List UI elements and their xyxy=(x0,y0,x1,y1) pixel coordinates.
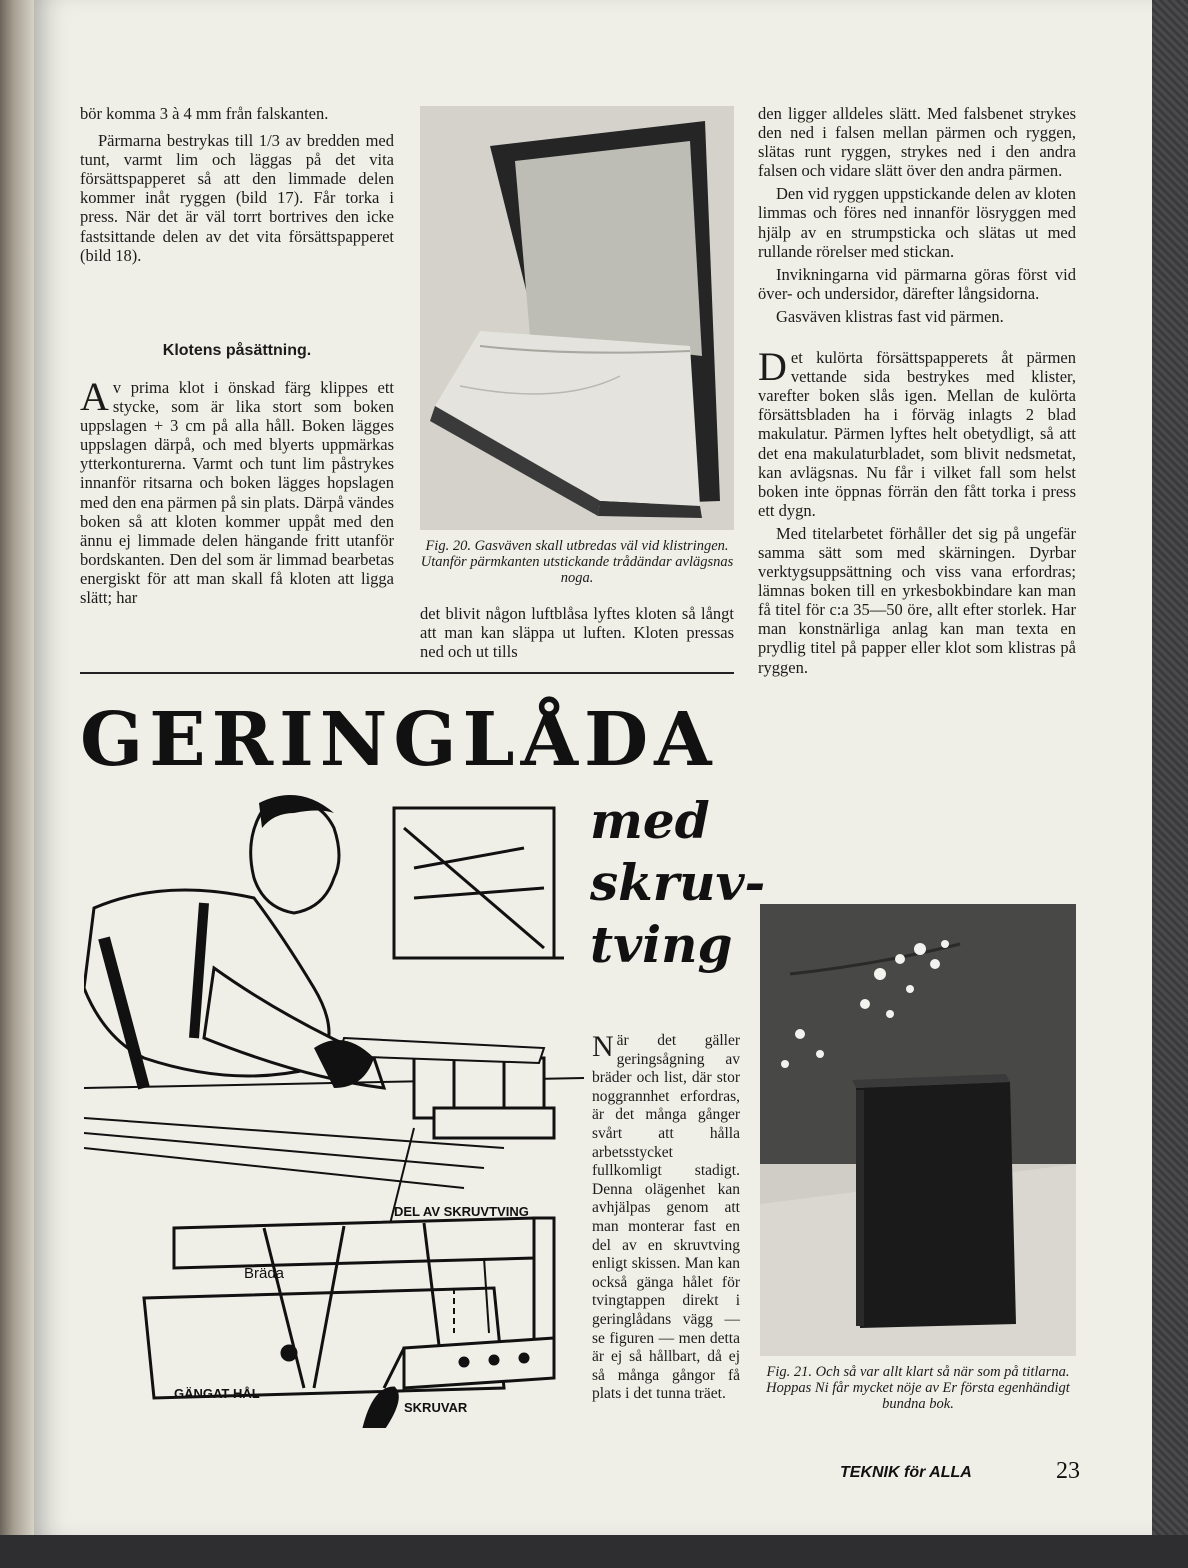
article-body-text: är det gäller geringsågning av bräder och list, där stor noggrannhet erfordras, är det många gånger svårt att hålla arbetsstycket fullkomligt stadigt. Denna olägenhet kan avhjälpas genom att man monterar fast en del av en skruvtving enligt skissen. Man kan också gänga hålet för tvingtappen direkt i geringlådans vägg — se figuren — men detta är ej så hållbart, då ej så många gångor få plats i det tunna träet. xyxy=(592,1032,740,1403)
col3-para5-wrap xyxy=(758,344,1076,520)
column-2-text xyxy=(420,604,734,661)
page-number: 23 xyxy=(1056,1458,1080,1484)
col3-para6: Med titelarbetet förhåller det sig på ungefär samma sätt som med skärningen. Dyrbar verktygsuppsättning och viss vana erfordras; lämnas boken till en yrkesbokbindare kan man få titel för c:a 35—50 öre, allt efter storlek. Har man konstnärliga anlag kan man texta en prydlig titel på papper eller klot som klistras på ryggen. xyxy=(758,523,1076,677)
column-1-bottom xyxy=(80,374,394,608)
label-del-av-skruvtving: DEL AV SKRUVTVING xyxy=(394,1204,529,1219)
magazine-page xyxy=(34,0,1152,1535)
fig20-caption: Fig. 20. Gasväven skall utbredas väl vid klistringen. Utanför pärmkanten utstickande trådändar avlägsnas noga. xyxy=(420,538,734,586)
col1-para1: bör komma 3 à 4 mm från falskanten. xyxy=(80,104,329,123)
subtitle-line-3: tving xyxy=(590,915,733,974)
illustration-svg xyxy=(84,788,584,1428)
drop-cap-a: A xyxy=(80,374,109,419)
book-spine xyxy=(0,0,34,1568)
closed-book-illustration xyxy=(760,904,1076,1356)
magazine-name: TEKNIK för ALLA xyxy=(840,1464,972,1481)
geringlada-illustration xyxy=(84,788,584,1428)
background-fabric xyxy=(1152,0,1188,1568)
fig21-caption: Fig. 21. Och så var allt klart så när som på titlarna. Hoppas Ni får mycket nöje av Er första egenhändigt bundna bok. xyxy=(766,1364,1070,1412)
column-1-top xyxy=(80,104,394,265)
background-strip xyxy=(0,1535,1188,1568)
col1-para3: v prima klot i önskad färg klippes ett stycke, som är lika stort som boken uppslagen + 3 cm på alla håll. Boken lägges uppslagen därpå, och med blyerts uppmärkas ytterkonturerna. Varmt och tunt lim påstrykes innanför ritsarna och boken lägges hopslagen med den ena pärmen på sin plats. Därpå vändes boken så att kloten kommer uppåt med den ännu ej limmade delen hängande fritt utanför bordskanten. Den del som är limmad bearbetas energiskt för att man skall få kloten att ligga slätt; har xyxy=(80,378,394,608)
article-title: GERINGLÅDA xyxy=(80,697,718,783)
label-skruvar: SKRUVAR xyxy=(404,1400,468,1415)
subtitle-line-1: med xyxy=(590,791,710,850)
label-gangat-hal: GÄNGAT HÅL xyxy=(174,1386,260,1401)
col2-para: det blivit någon luftblåsa lyftes kloten så långt att man kan släppa ut luften. Kloten pressas ned och ut tills xyxy=(420,604,734,662)
fig20-photo xyxy=(420,106,734,530)
col3-para2: Den vid ryggen uppstickande delen av kloten limmas och föres ned innanför lösryggen med hjälp av en strumpsticka och slätas ut med rullande rörelser med stickan. xyxy=(758,184,1076,261)
col3-para3: Invikningarna vid pärmarna göras först vid över- och undersidor, därefter långsidorna. xyxy=(758,264,1076,303)
article-body xyxy=(592,1032,740,1404)
subtitle-line-2: skruv- xyxy=(590,853,766,912)
col3-para4: Gasväven klistras fast vid pärmen. xyxy=(776,306,1004,326)
fig21-photo xyxy=(760,904,1076,1356)
section-divider xyxy=(80,672,734,674)
col1-para2: Pärmarna bestrykas till 1/3 av bredden med tunt, varmt lim och läggas på det vita försättspapperet så att den limmade delen kommer inåt ryggen (bild 17). Får torka i press. När det är väl torrt bortrives den icke fastsittande delen av det vita försättspapperet (bild 18). xyxy=(80,131,394,265)
col3-para1: den ligger alldeles slätt. Med falsbenet strykes den ned i falsen mellan pärmen och ryggen, slätas runt ryggen, strykes ned i den andra falsen och vidare slätt över den andra pärmen. xyxy=(758,104,1076,181)
open-book-illustration xyxy=(420,106,734,530)
label-brada: Bräda xyxy=(244,1265,285,1282)
drop-cap-d: D xyxy=(758,344,787,390)
column-3-text xyxy=(758,104,1076,677)
col3-para5: et kulörta försättspapperets åt pärmen vettande sida bestrykes med klister, varefter boken slås igen. Mellan de kulörta försättsbladen ha i förväg inlagts 2 blad makulatur. Pärmen lyftes helt obetydligt, så att det ena makulaturbladet, som blivit nedsmetat, kan avlägsnas. Nu får i vilket fall som helst boken inte öppnas förrän den fått torka i press ett dygn. xyxy=(758,348,1076,520)
drop-cap-n: N xyxy=(592,1030,614,1063)
section-heading: Klotens påsättning. xyxy=(162,342,312,359)
